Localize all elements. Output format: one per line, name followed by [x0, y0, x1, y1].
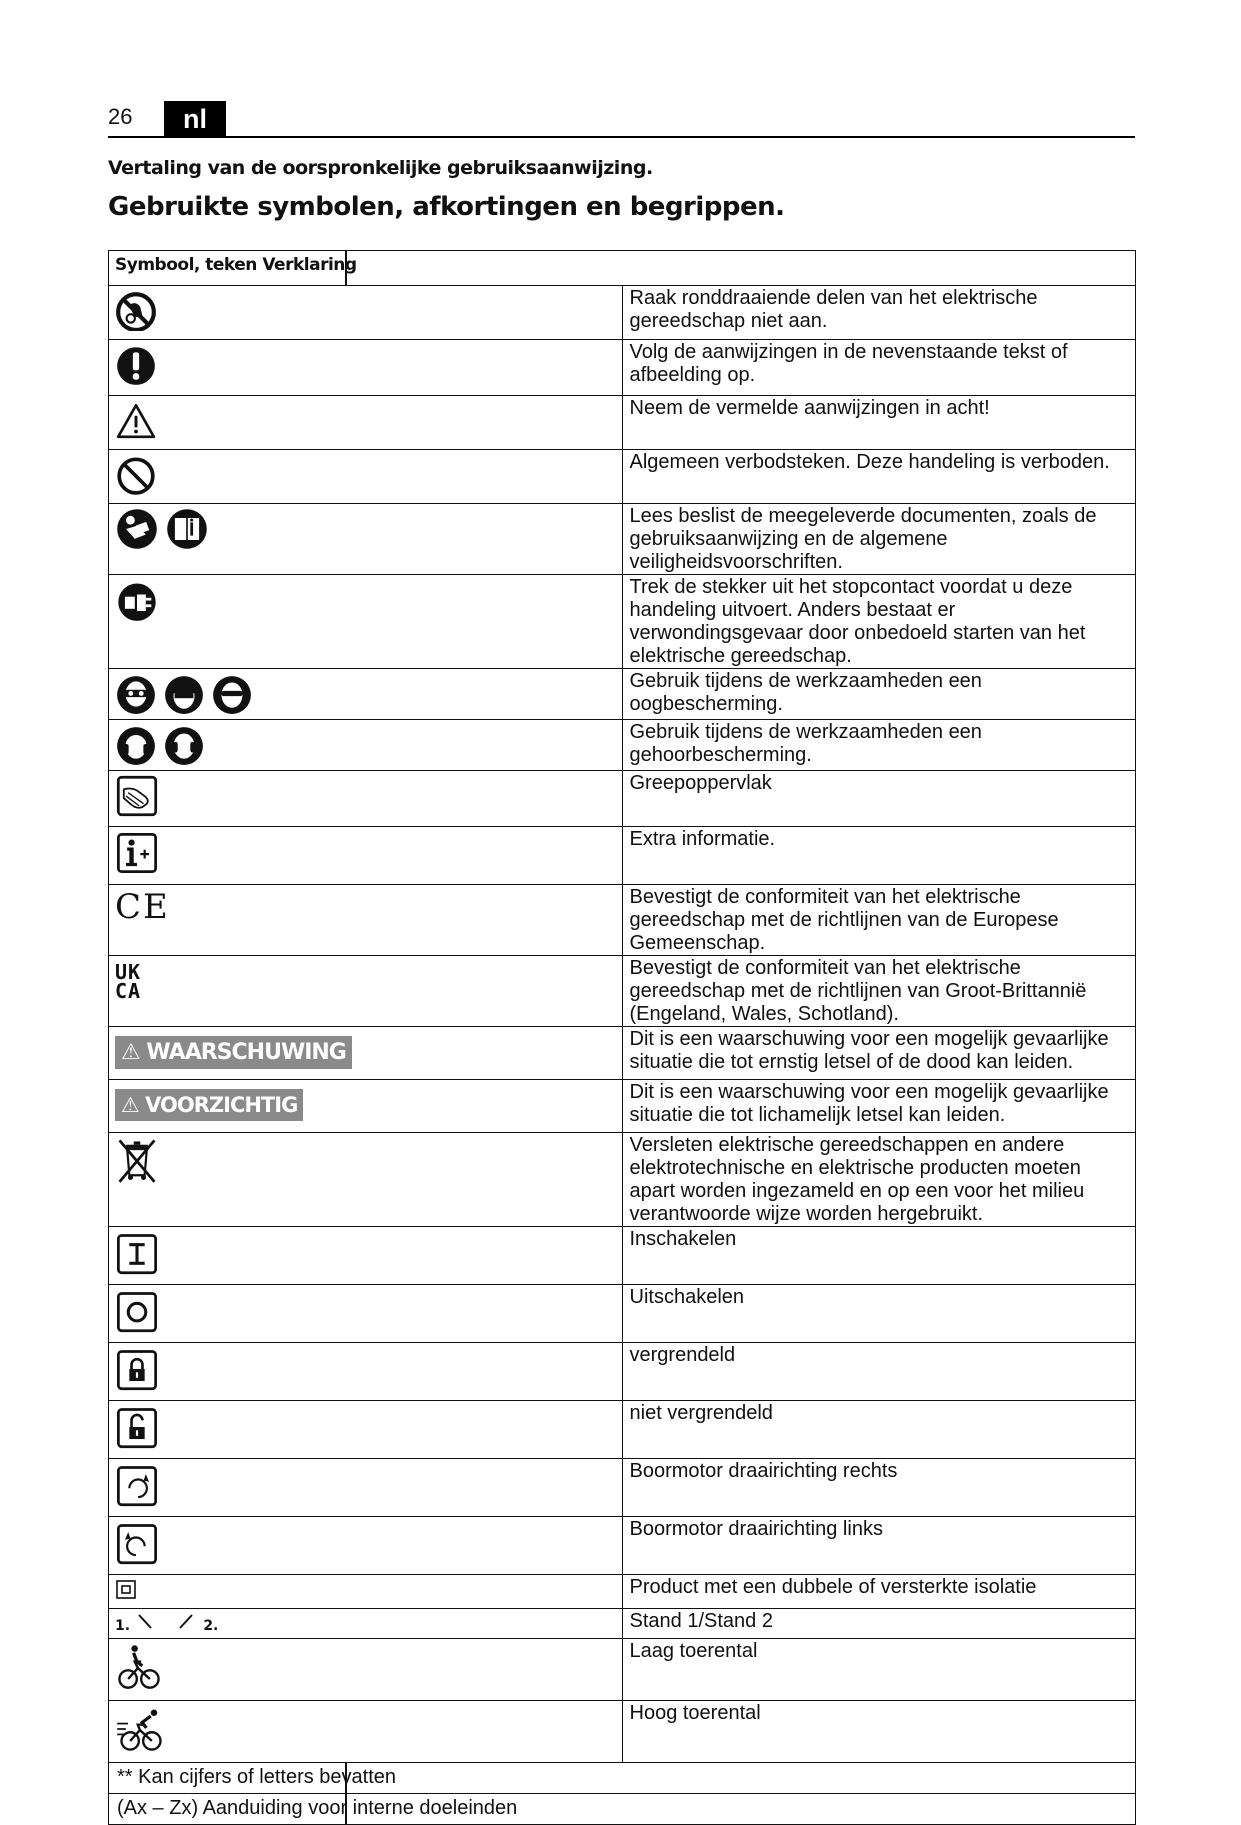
page-number: 26 [108, 104, 133, 129]
low-speed-icon [115, 1642, 163, 1692]
table-header-row [109, 251, 1136, 286]
face-shield-icon [163, 672, 205, 716]
table-row [109, 504, 1136, 575]
table-row [109, 1285, 1136, 1343]
high-speed-icon [115, 1704, 167, 1754]
table-row [109, 669, 1136, 720]
stand-positions-icon [115, 1612, 616, 1634]
table-row [109, 396, 1136, 450]
grip-surface-icon [115, 774, 159, 818]
table-row [109, 340, 1136, 396]
double-insulation-icon [115, 1578, 139, 1600]
row-description: Algemeen verbodsteken. Deze handeling is verboden. [622, 450, 1136, 504]
row-description: Boormotor draairichting links [622, 1517, 1136, 1575]
table-row [109, 1609, 1136, 1639]
row-description: Laag toerental [622, 1639, 1136, 1701]
footnote-row [109, 1763, 1136, 1794]
rotate-left-icon [115, 1520, 159, 1566]
ear-muffs-icon [115, 723, 157, 767]
power-on-icon [115, 1230, 159, 1276]
stand-2-icon [176, 1612, 198, 1630]
stand-1-label: 1. [115, 1618, 131, 1634]
ukca-bottom-line: CA [115, 979, 142, 1003]
read-person-icon [115, 507, 159, 551]
table-header: Symbool, teken Verklaring [115, 255, 357, 275]
table-row [109, 1575, 1136, 1609]
document-subtitle: Vertaling van de oorspronkelijke gebruiksaanwijzing. [108, 157, 653, 179]
table-row [109, 771, 1136, 827]
row-description: Bevestigt de conformiteit van het elektrische gereedschap met de richtlijnen van de Europese Gemeenschap. [622, 885, 1136, 956]
prohibition-icon [115, 453, 157, 495]
ukca-mark-icon [115, 960, 616, 1003]
table-row [109, 827, 1136, 885]
row-description: Dit is een waarschuwing voor een mogelijk gevaarlijke situatie die tot ernstig letsel of de dood kan leiden. [622, 1027, 1136, 1080]
caution-badge-label: VOORZICHTIG [145, 1093, 298, 1117]
row-description: Uitschakelen [622, 1285, 1136, 1343]
table-row [109, 1701, 1136, 1763]
table-row [109, 720, 1136, 771]
goggles-icon [115, 672, 157, 716]
table-row [109, 1639, 1136, 1701]
table-row [109, 1080, 1136, 1133]
table-row [109, 1027, 1136, 1080]
footnote: (Ax – Zx) Aanduiding voor interne doeleinden [117, 1797, 518, 1819]
exclamation-icon [115, 343, 157, 387]
row-description: Versleten elektrische gereedschappen en andere elektrotechnische en elektrische producten moeten apart worden ingezameld en op een voor het milieu verantwoorde wijze worden hergebruikt. [622, 1133, 1136, 1227]
row-description: Inschakelen [622, 1227, 1136, 1285]
symbols-table [108, 250, 1136, 1825]
unlocked-icon [115, 1404, 159, 1450]
row-description: Trek de stekker uit het stopcontact voordat u deze handeling uitvoert. Anders bestaat er verwondingsgevaar door onbedoeld starten van het elektrische gereedschap. [622, 575, 1136, 669]
info-icon [115, 830, 159, 876]
stand-1-icon [135, 1612, 157, 1630]
power-off-icon [115, 1288, 159, 1334]
table-row [109, 286, 1136, 340]
ear-protection-icon [115, 723, 616, 767]
row-description: Greepoppervlak [622, 771, 1136, 827]
row-description: Stand 1/Stand 2 [622, 1609, 1136, 1639]
row-description: Lees beslist de meegeleverde documenten, zoals de gebruiksaanwijzing en de algemene veiligheidsvoorschriften. [622, 504, 1136, 575]
table-row [109, 885, 1136, 956]
row-description: Raak ronddraaiende delen van het elektrische gereedschap niet aan. [622, 286, 1136, 340]
table-row [109, 1133, 1136, 1227]
weee-bin-icon [115, 1136, 159, 1184]
table-row [109, 1517, 1136, 1575]
warning-sign-icon: ⚠ [121, 1040, 140, 1065]
table-row [109, 1227, 1136, 1285]
rotate-right-icon [115, 1462, 159, 1508]
row-description: vergrendeld [622, 1343, 1136, 1401]
row-description: Hoog toerental [622, 1701, 1136, 1763]
manual-book-icon [165, 507, 209, 551]
row-description: Volg de aanwijzingen in de nevenstaande tekst of afbeelding op. [622, 340, 1136, 396]
ear-plugs-icon [163, 723, 205, 767]
footnote: ** Kan cijfers of letters bevatten [117, 1766, 397, 1788]
row-description: Extra informatie. [622, 827, 1136, 885]
header-rule [108, 136, 1135, 138]
row-description: Product met een dubbele of versterkte isolatie [622, 1575, 1136, 1609]
table-row [109, 575, 1136, 669]
row-description: Gebruik tijdens de werkzaamheden een gehoorbescherming. [622, 720, 1136, 771]
ce-mark-icon: CE [115, 887, 170, 927]
read-manual-icon [115, 507, 616, 551]
caution-badge-icon [115, 1089, 303, 1121]
row-description: niet vergrendeld [622, 1401, 1136, 1459]
caution-sign-icon: ⚠ [121, 1093, 139, 1117]
footnote-row [109, 1794, 1136, 1825]
unplug-icon [115, 578, 159, 622]
row-description: Boormotor draairichting rechts [622, 1459, 1136, 1517]
table-row [109, 1343, 1136, 1401]
no-touch-rotating-parts-icon [115, 289, 157, 331]
row-description: Neem de vermelde aanwijzingen in acht! [622, 396, 1136, 450]
warning-triangle-icon [115, 399, 157, 441]
safety-glasses-icon [211, 672, 253, 716]
page-title: Gebruikte symbolen, afkortingen en begrippen. [108, 192, 785, 222]
ukca-top-line: UK [115, 960, 142, 984]
row-description: Dit is een waarschuwing voor een mogelijk gevaarlijke situatie die tot lichamelijk letsel kan leiden. [622, 1080, 1136, 1133]
language-badge: nl [164, 101, 226, 136]
warning-badge-label: WAARSCHUWING [146, 1040, 346, 1065]
table-row [109, 956, 1136, 1027]
row-description: Bevestigt de conformiteit van het elektrische gereedschap met de richtlijnen van Groot-Brittannië (Engeland, Wales, Schotland). [622, 956, 1136, 1027]
table-row [109, 1401, 1136, 1459]
row-description: Gebruik tijdens de werkzaamheden een oogbescherming. [622, 669, 1136, 720]
table-row [109, 450, 1136, 504]
locked-icon [115, 1346, 159, 1392]
stand-2-label: 2. [203, 1618, 219, 1634]
table-row [109, 1459, 1136, 1517]
warning-badge-icon [115, 1036, 352, 1069]
eye-protection-icon [115, 672, 616, 716]
